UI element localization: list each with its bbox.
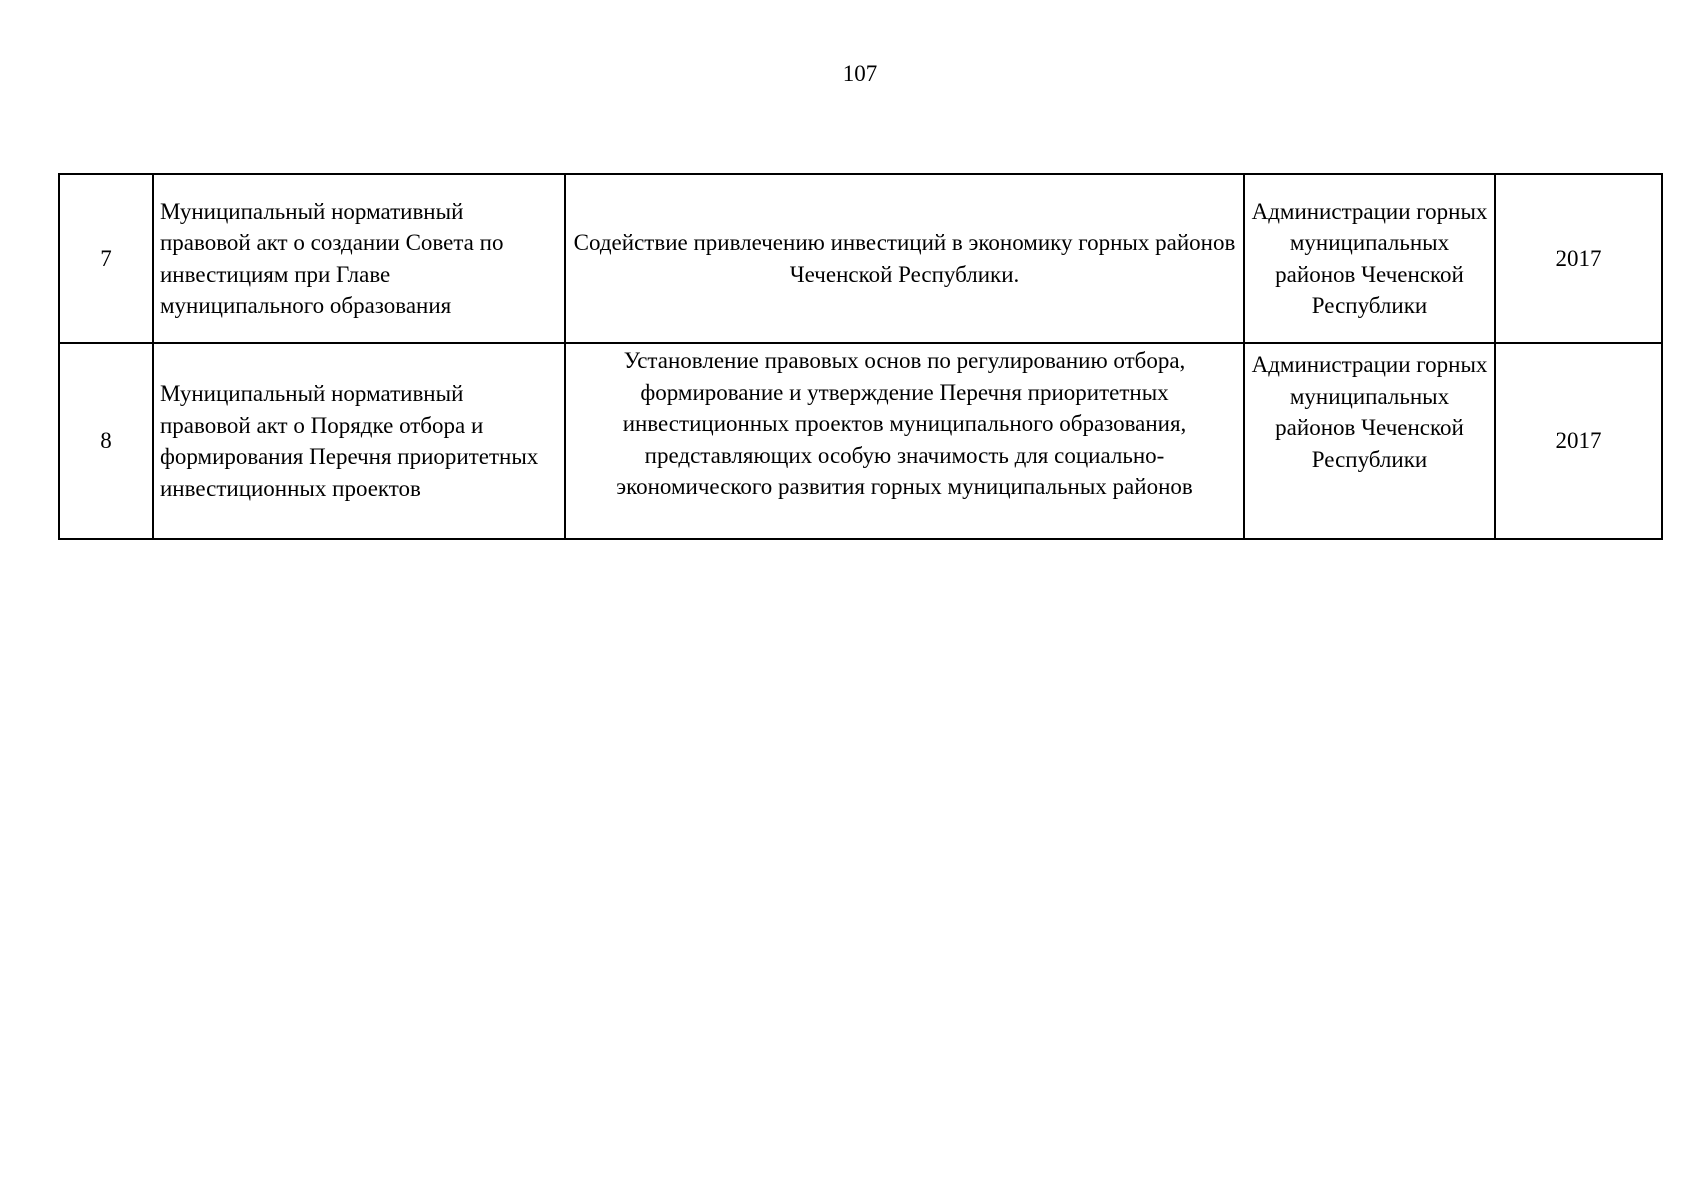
description-cell: Содействие привлечению инвестиций в экономику горных районов Чеченской Республики. bbox=[565, 174, 1244, 343]
act-name-cell: Муниципальный нормативный правовой акт о Порядке отбора и формирования Перечня приоритетных инвестиционных проектов bbox=[153, 343, 565, 539]
row-number-cell: 7 bbox=[59, 174, 153, 343]
measures-table bbox=[58, 173, 1663, 540]
description-cell: Установление правовых основ по регулированию отбора, формирование и утверждение Перечня приоритетных инвестиционных проектов муниципального образования, представляющих особую значимость для социально-экономического развития горных муниципальных районов bbox=[565, 343, 1244, 539]
page-number: 107 bbox=[842, 61, 878, 86]
table-row bbox=[59, 174, 1662, 343]
executor-cell: Администрации горных муниципальных районов Чеченской Республики bbox=[1244, 343, 1495, 539]
act-name-cell: Муниципальный нормативный правовой акт о создании Совета по инвестициям при Главе муниципального образования bbox=[153, 174, 565, 343]
year-cell: 2017 bbox=[1495, 343, 1662, 539]
year-cell: 2017 bbox=[1495, 174, 1662, 343]
row-number-cell: 8 bbox=[59, 343, 153, 539]
table-row bbox=[59, 343, 1662, 539]
executor-cell: Администрации горных муниципальных районов Чеченской Республики bbox=[1244, 174, 1495, 343]
